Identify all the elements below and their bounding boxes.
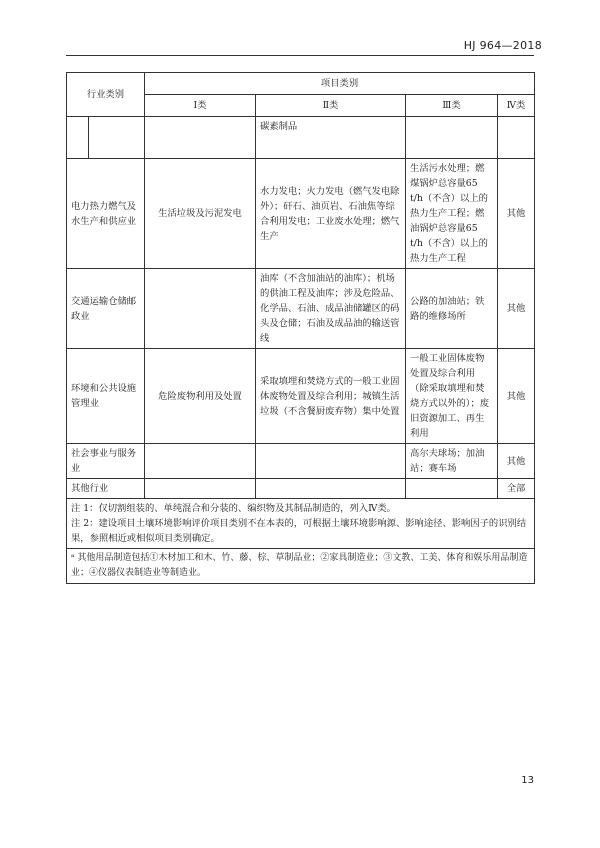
table-cell-industry: 交通运输仓储邮政业 <box>67 269 145 349</box>
table-cell-industry: 其他行业 <box>67 479 145 499</box>
page-number: 13 <box>521 775 534 786</box>
table-cell-empty <box>67 117 89 159</box>
table-row-other <box>67 479 535 499</box>
table-cell-industry: 环境和公共设施管理业 <box>67 349 145 444</box>
header-class-1: Ⅰ类 <box>145 95 256 117</box>
table-cell-class-3: 高尔夫球场；加油站；赛车场 <box>406 444 498 479</box>
table-row-transport <box>67 269 535 349</box>
table-cell-empty <box>256 444 406 479</box>
table-cell-empty <box>256 479 406 499</box>
table-cell-class-1: 危险废物利用及处置 <box>145 349 256 444</box>
table-header-row-1 <box>67 73 535 95</box>
table-notes-row <box>67 499 535 549</box>
table-row-power <box>67 159 535 269</box>
table-row-environment <box>67 349 535 444</box>
header-class-2: Ⅱ类 <box>256 95 406 117</box>
table-cell-class-4: 全部 <box>498 479 535 499</box>
table-cell-empty <box>145 269 256 349</box>
table-cell-industry: 电力热力燃气及水生产和供应业 <box>67 159 145 269</box>
table-cell-empty <box>145 117 256 159</box>
header-class-3: Ⅲ类 <box>406 95 498 117</box>
table-cell-empty <box>145 479 256 499</box>
table-footnote-row <box>67 549 535 584</box>
table-cell-class-2: 油库（不含加油站的油库）；机场的供油工程及油库；涉及危险品、化学品、石油、成品油储罐区的码头及仓储；石油及成品油的输送管线 <box>256 269 406 349</box>
table-cell-empty <box>406 117 498 159</box>
header-rule <box>66 55 534 56</box>
table-cell-empty <box>89 117 145 159</box>
table-cell-empty <box>406 479 498 499</box>
table-cell-class-4: 其他 <box>498 444 535 479</box>
table-cell-industry: 社会事业与服务业 <box>67 444 145 479</box>
table-row-social <box>67 444 535 479</box>
header-project-category: 项目类别 <box>145 73 535 95</box>
table-cell-empty <box>498 117 535 159</box>
table-notes <box>67 499 535 549</box>
table-cell-class-1: 生活垃圾及污泥发电 <box>145 159 256 269</box>
note-1: 注 1：仅切割组装的、单纯混合和分装的、编织物及其制品制造的，列入Ⅳ类。 <box>71 503 396 514</box>
table-cell-class-2: 水力发电；火力发电（燃气发电除外）；矸石、油页岩、石油焦等综合利用发电；工业废水处理；燃气生产 <box>256 159 406 269</box>
table-row-carbon <box>67 117 535 159</box>
table-cell-class-3: 生活污水处理；燃煤锅炉总容量65 t/h（不含）以上的热力生产工程；燃油锅炉总容量65 t/h（不含）以上的热力生产工程 <box>406 159 498 269</box>
table-cell-class-3: 一般工业固体废物处置及综合利用（除采取填埋和焚烧方式以外的）；废旧资源加工、再生利用 <box>406 349 498 444</box>
table-cell-class-2: 采取填埋和焚烧方式的一般工业固体废物处置及综合利用；城镇生活垃圾（不含餐厨废弃物）集中处置 <box>256 349 406 444</box>
project-category-table <box>66 72 535 584</box>
header-industry: 行业类别 <box>67 73 145 117</box>
table-cell-class-4: 其他 <box>498 349 535 444</box>
standard-code: HJ 964—2018 <box>463 39 542 52</box>
table-cell-class-4: 其他 <box>498 269 535 349</box>
table-cell-empty <box>145 444 256 479</box>
table-footnote: ᵃ 其他用品制造包括①木材加工和木、竹、藤、棕、草制品业；②家具制造业；③文教、工美、体育和娱乐用品制造业；④仪器仪表制造业等制造业。 <box>67 549 535 584</box>
table-cell-class-4: 其他 <box>498 159 535 269</box>
table-cell-class-3: 公路的加油站；铁路的维修场所 <box>406 269 498 349</box>
table-cell-class-2: 碳素制品 <box>256 117 406 159</box>
header-class-4: Ⅳ类 <box>498 95 535 117</box>
note-2: 注 2：建设项目土壤环境影响评价项目类别不在本表的，可根据土壤环境影响源、影响途径、影响因子的识别结果，参照相近或相似项目类别确定。 <box>71 518 527 544</box>
